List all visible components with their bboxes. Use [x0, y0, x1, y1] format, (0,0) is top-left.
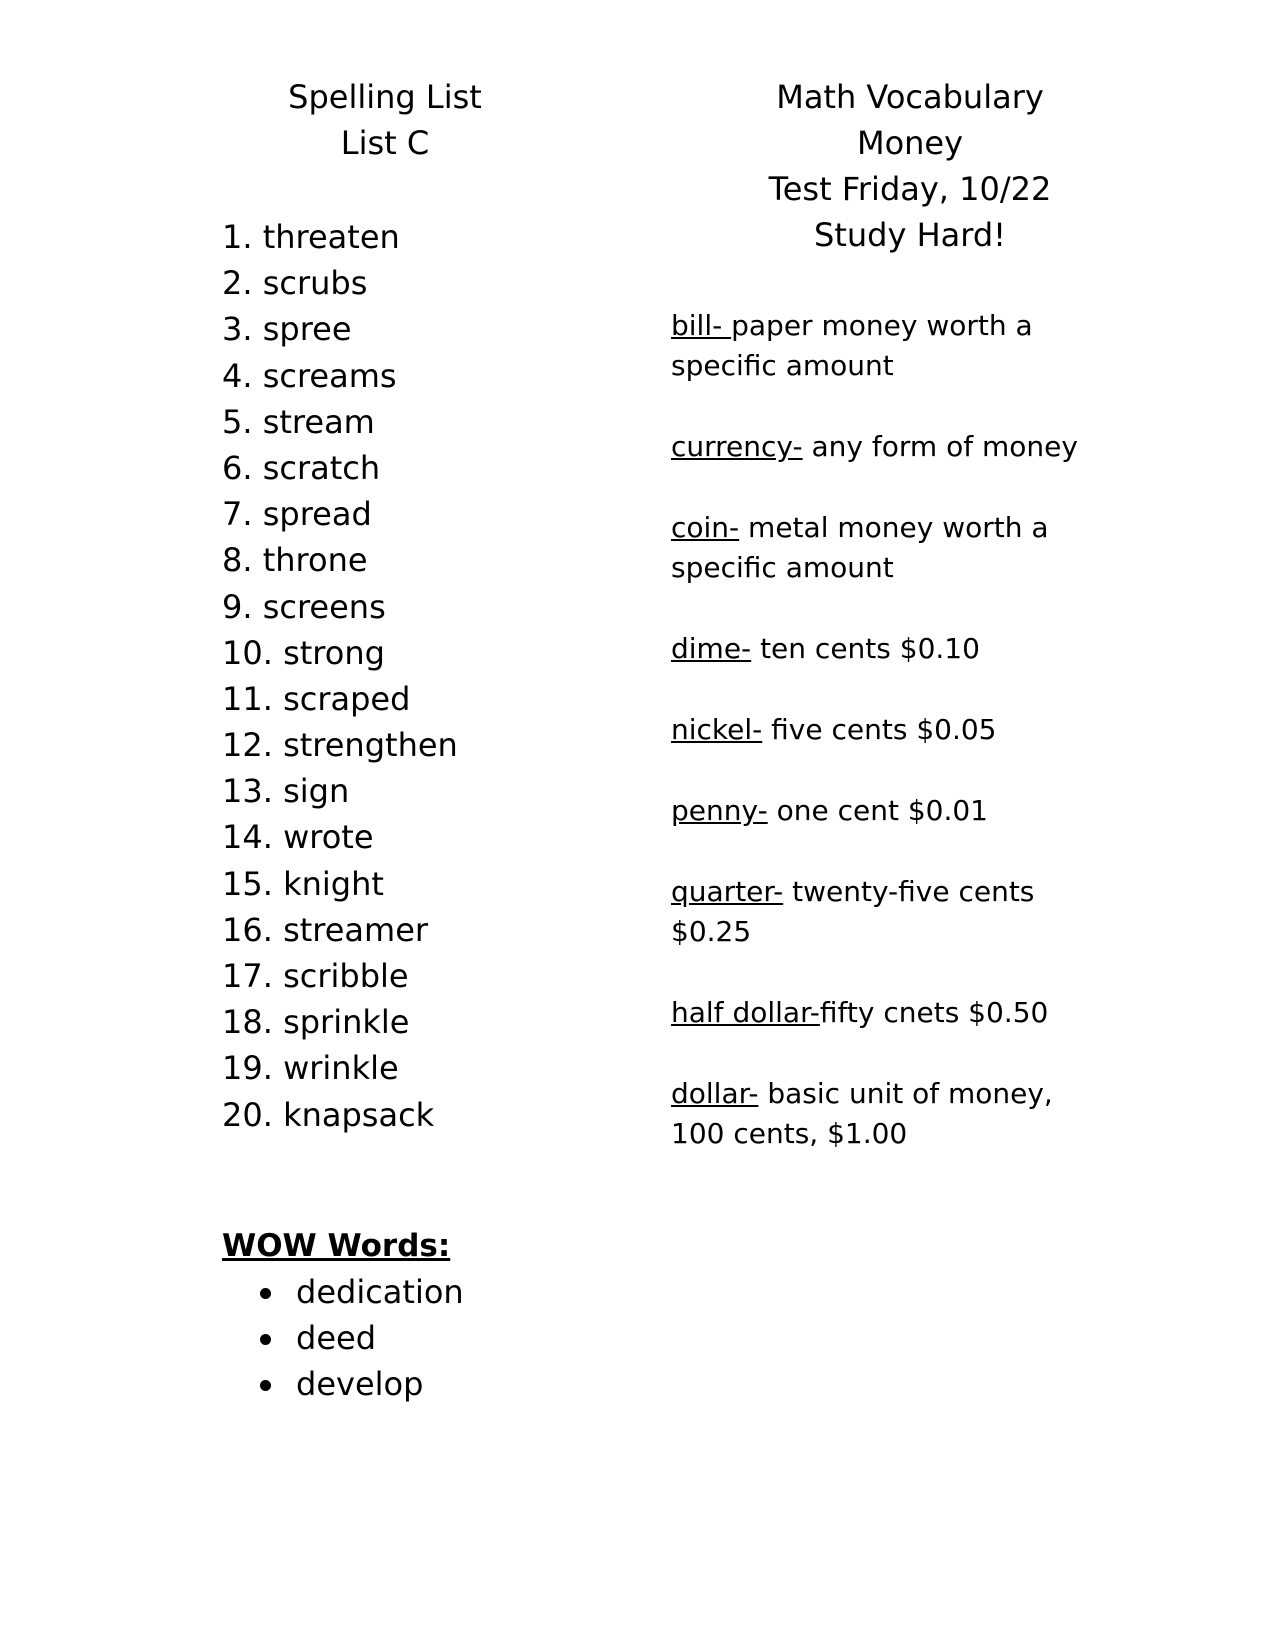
spelling-subtitle: List C: [340, 124, 430, 162]
spelling-word: 14. wrote: [222, 818, 374, 857]
spelling-word: 4. screams: [222, 356, 397, 395]
vocab-entry: [671, 710, 1091, 750]
vocab-term: penny-: [671, 794, 768, 827]
vocab-term: coin-: [671, 511, 740, 544]
wow-word: develop: [296, 1365, 424, 1403]
spelling-word: 8. throne: [222, 541, 368, 580]
spelling-word: 3. spree: [222, 310, 352, 349]
math-header: [740, 74, 1080, 258]
wow-word: dedication: [296, 1273, 464, 1311]
spelling-word: 19. wrinkle: [222, 1049, 399, 1088]
vocab-entry: [671, 629, 1091, 669]
wow-word: deed: [296, 1319, 376, 1357]
vocab-entry: [671, 872, 1091, 952]
spelling-word: 5. stream: [222, 402, 375, 441]
spelling-word: 16. streamer: [222, 910, 429, 949]
spelling-word: 15. knight: [222, 864, 384, 903]
spelling-word: 6. scratch: [222, 448, 381, 487]
vocab-definition: one cent $0.01: [767, 794, 988, 827]
spelling-word: 17. scribble: [222, 957, 409, 995]
vocab-entry: [671, 508, 1091, 588]
vocab-term: half dollar-: [671, 996, 820, 1029]
wow-word-item: [222, 1361, 464, 1407]
vocab-term: dime-: [671, 632, 752, 665]
vocab-definition: paper money worth a specific amount: [671, 309, 1033, 382]
vocab-term: nickel-: [671, 713, 763, 746]
spelling-word: 13. sign: [222, 772, 350, 811]
vocab-definition: twenty-five cents $0.25: [671, 875, 1035, 948]
math-subtitle: Money: [856, 124, 964, 162]
spelling-header: [220, 74, 550, 166]
wow-words-title: WOW Words:: [222, 1228, 451, 1264]
wow-word-item: [222, 1269, 464, 1315]
vocab-entry: [671, 1074, 1091, 1154]
study-note: Study Hard!: [814, 216, 1006, 254]
math-vocab-list: [671, 306, 1091, 1195]
spelling-word: 11. scraped: [222, 679, 411, 718]
vocab-definition: metal money worth a specific amount: [671, 511, 1049, 584]
spelling-word: 2. scrubs: [222, 264, 368, 303]
vocab-definition: five cents $0.05: [762, 713, 997, 746]
bullet-icon: [260, 1334, 271, 1345]
vocab-term: quarter-: [671, 875, 784, 908]
spelling-title: Spelling List: [288, 78, 482, 116]
vocab-definition: basic unit of money, 100 cents, $1.00: [671, 1077, 1053, 1150]
spelling-word: 18. sprinkle: [222, 1003, 410, 1042]
vocab-definition: fifty cnets $0.50: [819, 996, 1049, 1029]
spelling-word: 1. threaten: [222, 218, 400, 256]
wow-word-item: [222, 1315, 464, 1361]
vocab-definition: any form of money: [802, 430, 1078, 463]
bullet-icon: [260, 1288, 271, 1299]
wow-words-list: [222, 1269, 464, 1407]
vocab-entry: [671, 427, 1091, 467]
vocab-entry: [671, 306, 1091, 386]
spelling-word-list: [222, 214, 458, 1138]
test-date: Test Friday, 10/22: [768, 170, 1052, 208]
vocab-term: bill-: [671, 309, 732, 342]
math-title: Math Vocabulary: [776, 78, 1044, 116]
spelling-word: 9. screens: [222, 587, 386, 626]
spelling-word: 10. strong: [222, 633, 385, 672]
vocab-entry: [671, 791, 1091, 831]
spelling-word: 7. spread: [222, 495, 372, 534]
vocab-term: dollar-: [671, 1077, 759, 1110]
wow-words-section: [222, 1223, 464, 1407]
spelling-word: 20. knapsack: [222, 1095, 435, 1134]
bullet-icon: [260, 1380, 271, 1391]
spelling-word: 12. strengthen: [222, 726, 458, 765]
vocab-term: currency-: [671, 430, 803, 463]
vocab-entry: [671, 993, 1091, 1033]
vocab-definition: ten cents $0.10: [751, 632, 980, 665]
